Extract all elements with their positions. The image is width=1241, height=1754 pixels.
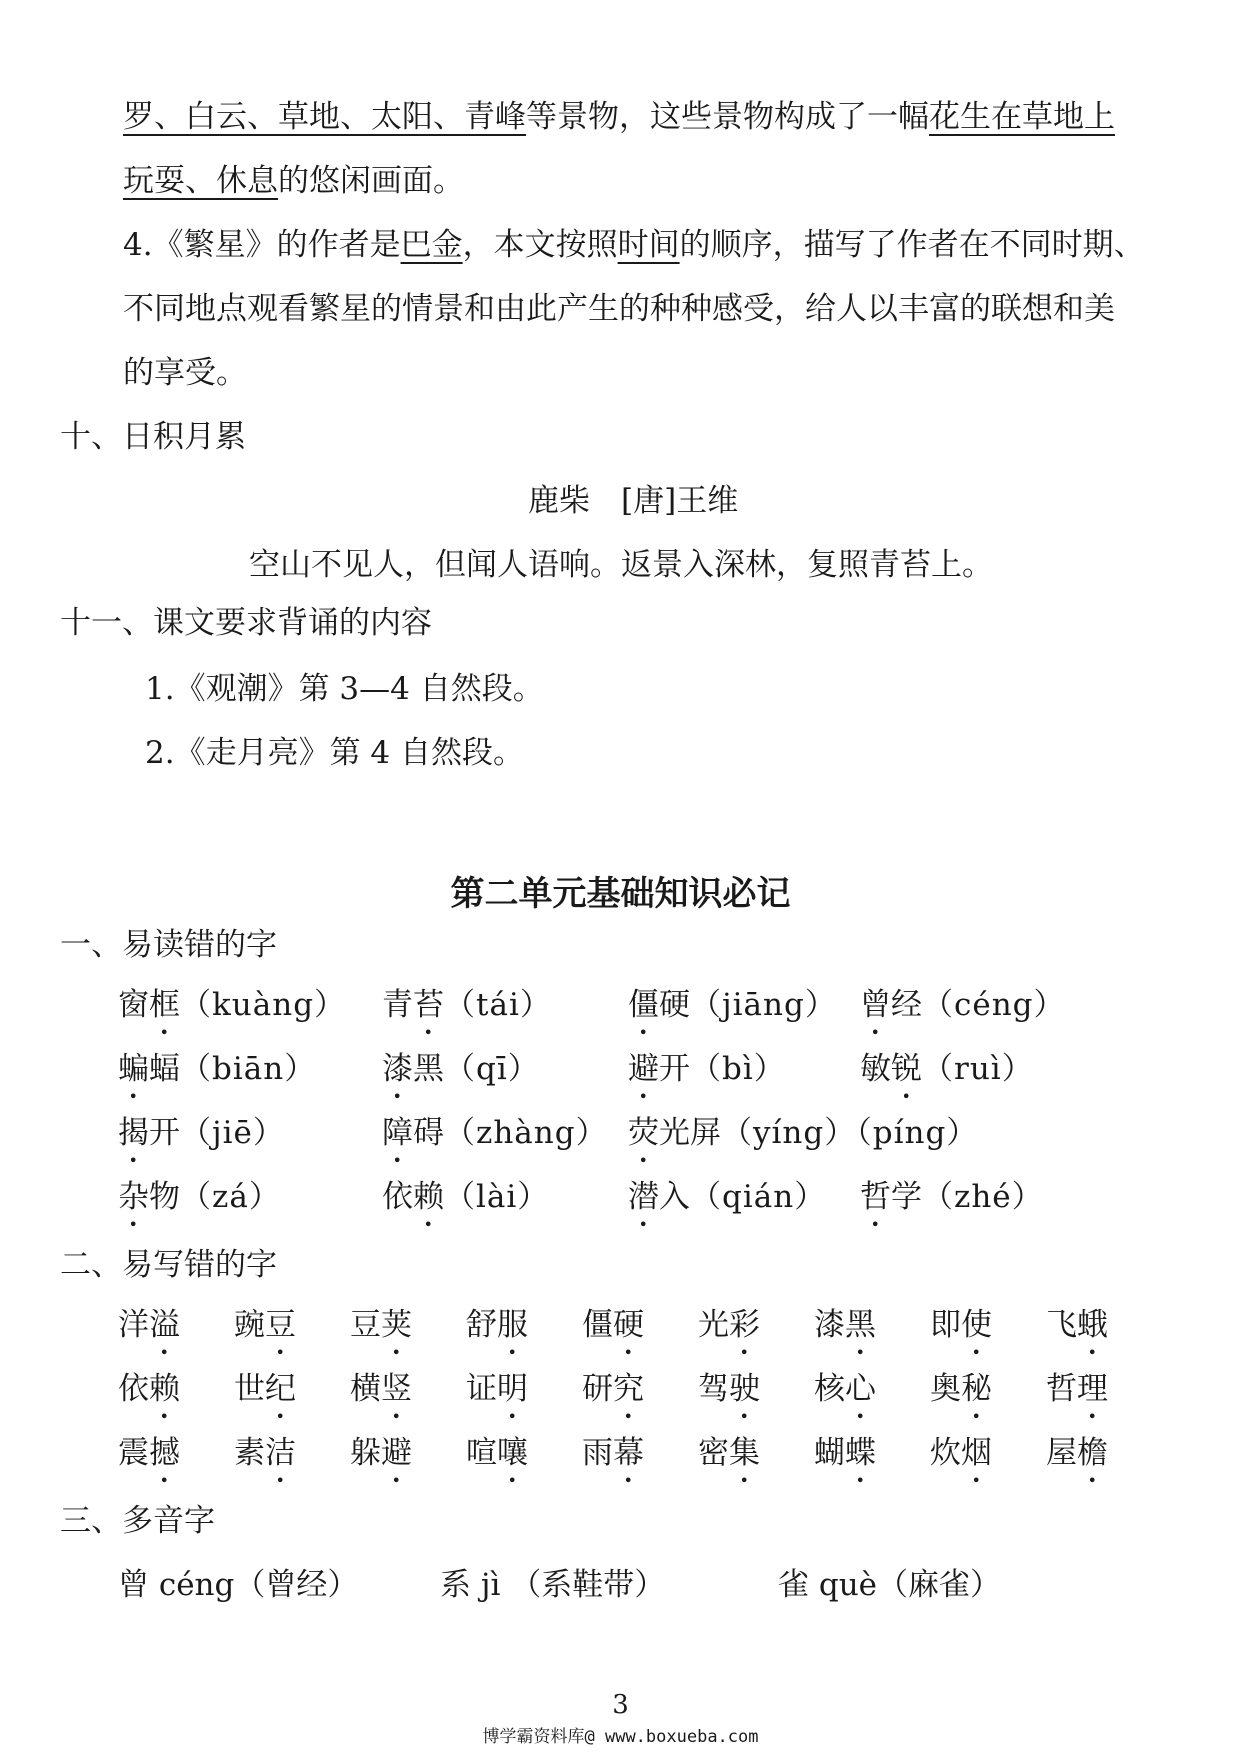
misread-word — [118, 1049, 316, 1106]
char: 蝴 — [814, 1435, 845, 1471]
word-part: 开 — [659, 1051, 690, 1087]
dotted-char: 避 — [628, 1051, 659, 1087]
misread-word — [628, 1113, 978, 1170]
misread-word — [118, 1113, 285, 1170]
miswritten-word — [234, 1369, 296, 1426]
dotted-char: 框 — [149, 987, 180, 1023]
pinyin: （yíng）（píng） — [721, 1115, 979, 1151]
text-span: ，本文按照 — [462, 227, 618, 263]
para3-line2 — [123, 161, 464, 201]
dotted-char: 杂 — [118, 1179, 149, 1215]
section-heading-10: 十、日积月累 — [60, 419, 246, 455]
misread-word — [628, 985, 837, 1042]
char: 核 — [814, 1371, 845, 1407]
unit2-title: 第二单元基础知识必记 — [450, 874, 791, 914]
word-part: 黑 — [413, 1051, 444, 1087]
dotted-char: 曾 — [860, 987, 891, 1023]
misread-word — [860, 1049, 1034, 1106]
dotted-char: 理 — [1077, 1371, 1108, 1407]
footer-watermark: 博学霸资料库@ www.boxueba.com — [482, 1727, 759, 1747]
word-part: 蝠 — [149, 1051, 180, 1087]
misread-word — [860, 1177, 1044, 1234]
recite-item-1: 1.《观潮》第 3—4 自然段。 — [145, 671, 544, 707]
dotted-char: 集 — [729, 1435, 760, 1471]
char: 炊 — [930, 1435, 961, 1471]
miswritten-word — [350, 1433, 412, 1490]
poem-text: 空山不见人，但闻人语响。返景入深林，复照青苔上。 — [249, 547, 993, 583]
char: 哲 — [1046, 1371, 1077, 1407]
pinyin: （biān） — [180, 1051, 317, 1087]
char: 震 — [118, 1435, 149, 1471]
dotted-char: 黑 — [845, 1307, 876, 1343]
page-number: 3 — [612, 1690, 629, 1720]
dotted-char: 溢 — [149, 1307, 180, 1343]
pinyin: （zhàng） — [444, 1115, 608, 1151]
dotted-char: 究 — [613, 1371, 644, 1407]
char: 飞 — [1046, 1307, 1077, 1343]
dotted-char: 潜 — [628, 1179, 659, 1215]
char: 证 — [466, 1371, 497, 1407]
char: 横 — [350, 1371, 381, 1407]
word-part: 碍 — [413, 1115, 444, 1151]
dotted-char: 避 — [381, 1435, 412, 1471]
dotted-char: 嚷 — [497, 1435, 528, 1471]
section-heading-11: 十一、课文要求背诵的内容 — [60, 605, 432, 641]
miswritten-word — [814, 1369, 876, 1426]
word-part: 入 — [659, 1179, 690, 1215]
word-part: 依 — [382, 1179, 413, 1215]
dotted-char: 赖 — [413, 1179, 444, 1215]
dotted-char: 僵 — [628, 987, 659, 1023]
miswritten-word — [582, 1433, 644, 1490]
pinyin: （céng） — [922, 987, 1066, 1023]
text-span: 的悠闲画面。 — [278, 163, 464, 199]
miswritten-word — [234, 1433, 296, 1490]
pinyin: （kuàng） — [180, 987, 347, 1023]
polyphonic-item-2: 系 jì （系鞋带） — [440, 1567, 666, 1603]
misread-word — [382, 1177, 549, 1234]
miswritten-word — [930, 1433, 992, 1490]
recite-item-2: 2.《走月亮》第 4 自然段。 — [145, 735, 525, 771]
para4-line1 — [123, 225, 1145, 265]
char: 屋 — [1046, 1435, 1077, 1471]
dotted-char: 荚 — [381, 1307, 412, 1343]
miswritten-word — [466, 1433, 528, 1490]
miswritten-word — [698, 1369, 760, 1426]
dotted-char: 使 — [961, 1307, 992, 1343]
char: 洋 — [118, 1307, 149, 1343]
miswritten-word — [118, 1433, 180, 1490]
para4-line3: 的享受。 — [123, 355, 247, 391]
miswritten-word — [234, 1305, 296, 1362]
miswritten-word — [350, 1369, 412, 1426]
char: 喧 — [466, 1435, 497, 1471]
text-span: 的顺序，描写了作者在不同时期、 — [679, 227, 1145, 263]
dotted-char: 哲 — [860, 1179, 891, 1215]
char: 豌 — [234, 1307, 265, 1343]
dotted-char: 蝙 — [118, 1051, 149, 1087]
dotted-char: 锐 — [891, 1051, 922, 1087]
word-part: 开 — [149, 1115, 180, 1151]
pinyin: （lài） — [444, 1179, 550, 1215]
dotted-char: 纪 — [265, 1371, 296, 1407]
word-part: 光屏 — [659, 1115, 721, 1151]
underlined-answer: 罗、白云、草地、太阳、青峰 — [123, 99, 526, 135]
miswritten-word — [930, 1305, 992, 1362]
miswritten-word — [466, 1369, 528, 1426]
dotted-char: 明 — [497, 1371, 528, 1407]
char: 研 — [582, 1371, 613, 1407]
miswritten-word — [582, 1369, 644, 1426]
underlined-answer: 时间 — [617, 227, 680, 263]
pinyin: （bì） — [690, 1051, 786, 1087]
char: 漆 — [814, 1307, 845, 1343]
pinyin: （zhé） — [922, 1179, 1044, 1215]
text-span: 等景物，这些景物构成了一幅 — [526, 99, 929, 135]
poem-title: 鹿柴 [唐]王维 — [528, 483, 739, 519]
section-heading-polyphonic: 三、多音字 — [60, 1503, 215, 1539]
char: 躲 — [350, 1435, 381, 1471]
miswritten-word — [814, 1305, 876, 1362]
dotted-char: 荧 — [628, 1115, 659, 1151]
section-heading-misread: 一、易读错的字 — [60, 927, 277, 963]
dotted-char: 撼 — [149, 1435, 180, 1471]
misread-word — [860, 985, 1066, 1042]
miswritten-word — [1046, 1305, 1108, 1362]
underlined-answer: 巴金 — [400, 227, 463, 263]
dotted-char: 蝶 — [845, 1435, 876, 1471]
misread-word — [628, 1177, 826, 1234]
pinyin: （qī） — [444, 1051, 540, 1087]
word-part: 窗 — [118, 987, 149, 1023]
dotted-char: 烟 — [961, 1435, 992, 1471]
miswritten-word — [350, 1305, 412, 1362]
dotted-char: 彩 — [729, 1307, 760, 1343]
char: 雨 — [582, 1435, 613, 1471]
underlined-answer: 玩耍、休息 — [123, 163, 278, 199]
char: 世 — [234, 1371, 265, 1407]
miswritten-word — [118, 1369, 180, 1426]
underlined-answer: 花生在草地上 — [929, 99, 1115, 135]
misread-word — [628, 1049, 786, 1106]
section-heading-miswritten: 二、易写错的字 — [60, 1247, 277, 1283]
char: 即 — [930, 1307, 961, 1343]
polyphonic-item-1: 曾 céng（曾经） — [118, 1567, 359, 1603]
dotted-char: 豆 — [265, 1307, 296, 1343]
dotted-char: 竖 — [381, 1371, 412, 1407]
char: 依 — [118, 1371, 149, 1407]
dotted-char: 驶 — [729, 1371, 760, 1407]
misread-word — [382, 1113, 608, 1170]
dotted-char: 心 — [845, 1371, 876, 1407]
misread-word — [118, 1177, 281, 1234]
dotted-char: 洁 — [265, 1435, 296, 1471]
char: 奥 — [930, 1371, 961, 1407]
char: 豆 — [350, 1307, 381, 1343]
misread-word — [118, 985, 346, 1042]
misread-word — [382, 1049, 540, 1106]
dotted-char: 障 — [382, 1115, 413, 1151]
miswritten-word — [1046, 1369, 1108, 1426]
word-part: 经 — [891, 987, 922, 1023]
pinyin: （ruì） — [922, 1051, 1034, 1087]
pinyin: （qián） — [690, 1179, 827, 1215]
miswritten-word — [698, 1305, 760, 1362]
dotted-char: 服 — [497, 1307, 528, 1343]
para3-line1 — [123, 97, 1115, 137]
pinyin: （jiāng） — [690, 987, 837, 1023]
dotted-char: 漆 — [382, 1051, 413, 1087]
pinyin: （zá） — [180, 1179, 281, 1215]
miswritten-word — [466, 1305, 528, 1362]
miswritten-word — [814, 1433, 876, 1490]
dotted-char: 硬 — [613, 1307, 644, 1343]
char: 光 — [698, 1307, 729, 1343]
pinyin: （tái） — [444, 987, 552, 1023]
text-span: 4.《繁星》的作者是 — [123, 227, 401, 263]
miswritten-word — [582, 1305, 644, 1362]
dotted-char: 幕 — [613, 1435, 644, 1471]
char: 素 — [234, 1435, 265, 1471]
miswritten-word — [1046, 1433, 1108, 1490]
word-part: 硬 — [659, 987, 690, 1023]
misread-word — [382, 985, 552, 1042]
para4-line2: 不同地点观看繁星的情景和由此产生的种种感受，给人以丰富的联想和美 — [123, 291, 1115, 327]
char: 密 — [698, 1435, 729, 1471]
word-part: 学 — [891, 1179, 922, 1215]
dotted-char: 秘 — [961, 1371, 992, 1407]
miswritten-word — [930, 1369, 992, 1426]
word-part: 青 — [382, 987, 413, 1023]
dotted-char: 揭 — [118, 1115, 149, 1151]
dotted-char: 苔 — [413, 987, 444, 1023]
char: 驾 — [698, 1371, 729, 1407]
char: 僵 — [582, 1307, 613, 1343]
dotted-char: 檐 — [1077, 1435, 1108, 1471]
pinyin: （jiē） — [180, 1115, 285, 1151]
dotted-char: 蛾 — [1077, 1307, 1108, 1343]
polyphonic-item-3: 雀 què（麻雀） — [778, 1567, 1002, 1603]
miswritten-word — [118, 1305, 180, 1362]
word-part: 敏 — [860, 1051, 891, 1087]
word-part: 物 — [149, 1179, 180, 1215]
char: 舒 — [466, 1307, 497, 1343]
miswritten-word — [698, 1433, 760, 1490]
dotted-char: 赖 — [149, 1371, 180, 1407]
